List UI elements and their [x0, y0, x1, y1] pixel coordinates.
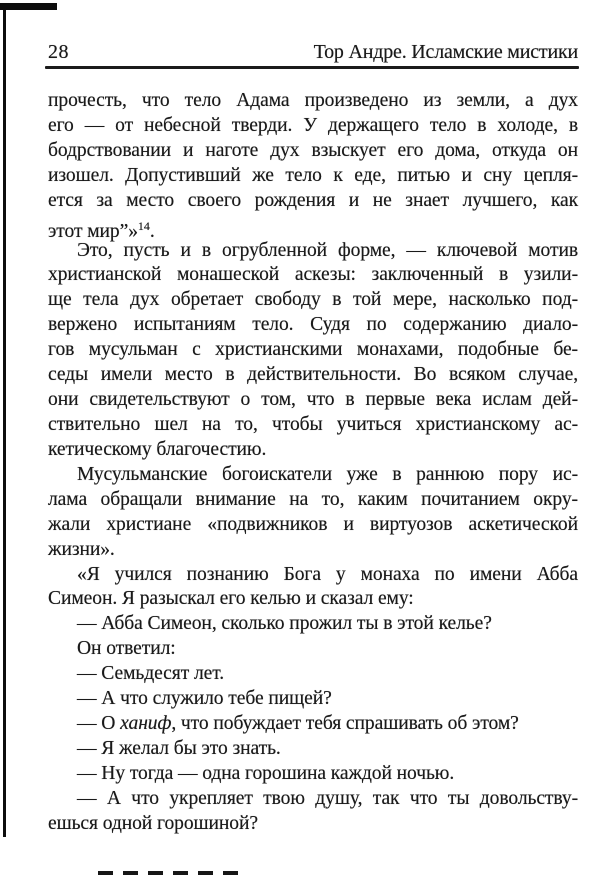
text-line	[48, 687, 578, 712]
paragraph	[48, 637, 578, 662]
text-line	[48, 587, 578, 612]
text-segment: христианской монашеской аскезы: заключенный в узили-	[48, 264, 578, 286]
paragraph	[48, 239, 578, 463]
text-segment: седы имели место в действительности. Во всяком случае,	[48, 364, 578, 386]
text-line	[48, 563, 578, 588]
text-segment: , что побуждает тебя спрашивать об этом?	[171, 713, 519, 735]
text-segment: — Абба Симеон, сколько прожил ты в этой келье?	[77, 613, 492, 635]
text-line	[48, 263, 578, 288]
text-segment: кетическому благочестию.	[48, 438, 267, 460]
text-line	[48, 463, 578, 488]
text-segment: .	[149, 220, 155, 242]
text-line	[48, 488, 578, 513]
scan-artifact-bottom-dashes	[98, 871, 248, 875]
text-segment: жизни».	[48, 538, 115, 560]
footnote-reference: 14	[137, 218, 150, 233]
text-segment: — Семьдесят лет.	[77, 663, 225, 685]
text-segment: — А что укрепляет твою душу, так что ты довольству-	[77, 787, 578, 809]
text-segment: Мусульманские богоискатели уже в раннюю пору ис-	[77, 463, 578, 485]
text-segment: изошел. Допустивший же тело к еде, питью и сну цепля-	[48, 164, 578, 186]
paragraph	[48, 712, 578, 737]
text-line	[48, 662, 578, 687]
text-segment: — А что служило тебе пищей?	[77, 688, 332, 710]
text-line	[48, 239, 578, 264]
text-segment: этот мир”»	[48, 220, 138, 242]
text-line	[48, 114, 578, 139]
text-segment: — Я желал бы это знать.	[77, 737, 281, 759]
text-line	[48, 612, 578, 637]
text-segment: ешься одной горошиной?	[48, 812, 258, 834]
paragraph	[48, 563, 578, 613]
text-line	[48, 737, 578, 762]
text-line	[48, 388, 578, 413]
paragraph	[48, 737, 578, 762]
text-segment: ствительно шел на то, чтобы учиться христианскому ас-	[48, 413, 578, 435]
text-line	[48, 438, 578, 463]
text-segment: Симеон. Я разыскал его келью и сказал ему:	[48, 588, 414, 610]
paragraph	[48, 89, 578, 242]
text-line	[48, 513, 578, 538]
text-line	[48, 812, 578, 837]
text-segment: Он ответил:	[77, 638, 176, 660]
paragraph	[48, 463, 578, 563]
text-segment: прочесть, что тело Адама произведено из земли, а дух	[48, 90, 578, 111]
text-segment: вержено испытаниям тело. Судя по содержанию диало-	[48, 314, 578, 336]
paragraph	[48, 787, 578, 837]
text-line	[48, 712, 578, 737]
text-line	[48, 538, 578, 563]
text-segment: — Ну тогда — одна горошина каждой ночью.	[77, 762, 455, 784]
text-line	[48, 89, 578, 114]
text-line	[48, 338, 578, 363]
running-title: Тор Андре. Исламские мистики	[313, 41, 578, 63]
text-segment: лама обращали внимание на то, каким почитанием окру-	[48, 488, 578, 510]
text-segment: бодрствовании и наготе дух взыскует его дома, откуда он	[48, 139, 578, 161]
text-segment: «Я учился познанию Бога у монаха по имени Абба	[77, 563, 578, 585]
scan-artifact-left-line	[3, 3, 6, 837]
text-segment: его — от небесной тверди. У держащего тело в холоде, в	[48, 114, 578, 136]
text-line	[48, 189, 578, 214]
text-segment: ется за место своего рождения и не знает лучшего, как	[48, 189, 578, 211]
page-body	[48, 89, 578, 837]
paragraph	[48, 612, 578, 637]
text-line	[48, 363, 578, 388]
text-segment: ще тела дух обретает свободу в той мере, насколько под-	[48, 289, 578, 311]
text-line	[48, 214, 578, 242]
header-rule	[45, 66, 579, 69]
text-segment: Это, пусть и в огрубленной форме, — ключевой мотив	[77, 239, 578, 261]
text-line	[48, 139, 578, 164]
text-line	[48, 288, 578, 313]
page-header	[48, 40, 578, 64]
text-line	[48, 313, 578, 338]
scan-artifact-top-bar	[0, 3, 57, 10]
text-segment: — О	[77, 713, 121, 735]
italic-term: ханиф	[120, 713, 172, 735]
page-number: 28	[48, 41, 69, 63]
text-line	[48, 413, 578, 438]
text-segment: жали христиане «подвижников и виртуозов аскетической	[48, 513, 578, 535]
text-line	[48, 164, 578, 189]
paragraph	[48, 762, 578, 787]
text-line	[48, 637, 578, 662]
text-line	[48, 762, 578, 787]
text-segment: они свидетельствуют о том, что в первые века ислам дей-	[48, 389, 578, 411]
paragraph	[48, 662, 578, 687]
text-line	[48, 787, 578, 812]
text-segment: гов мусульман с христианскими монахами, подобные бе-	[48, 339, 578, 361]
paragraph	[48, 687, 578, 712]
